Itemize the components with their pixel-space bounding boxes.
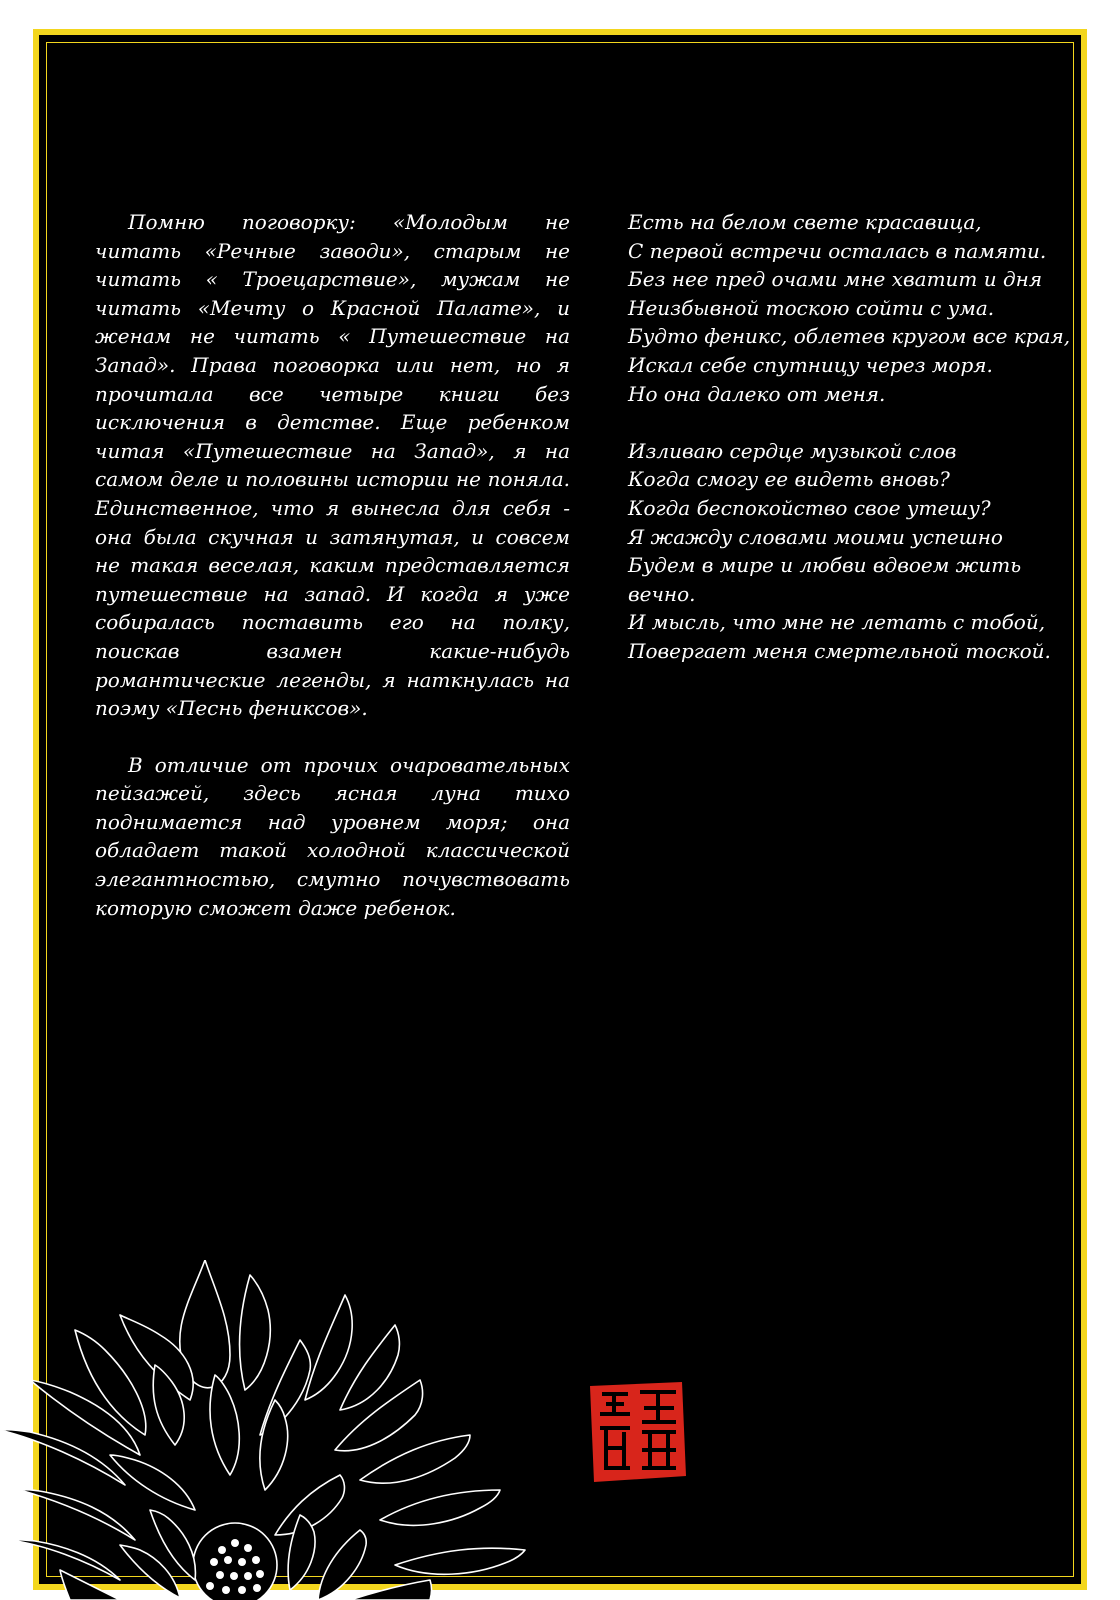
poem-line: Будем в мире и любви вдвоем жить bbox=[628, 553, 1022, 578]
poem-line: вечно. bbox=[628, 581, 696, 606]
prose-paragraph-2: В отличие от прочих очаровательных пейзажей, здесь ясная луна тихо поднимается над уровнем моря; она обладает такой холодной классической элегантностью, смутно почувствовать которую сможет даже ребенок. bbox=[95, 752, 570, 920]
peony-line-art-icon bbox=[0, 1260, 600, 1600]
poem-line: Когда смогу ее видеть вновь? bbox=[628, 467, 950, 492]
poem-line: И мысль, что мне не летать с тобой, bbox=[628, 610, 1046, 635]
poem-line: Без нее пред очами мне хватит и дня bbox=[628, 267, 1043, 292]
poem-stanza-1 bbox=[628, 208, 1078, 408]
prose-paragraph-1: Помню поговорку: «Молодым не читать «Речные заводи», старым не читать « Троецарствие», мужам не читать «Мечту о Красной Палате», и женам не читать « Путешествие на Запад». Права поговорка или нет, но я прочитала все четыре книги без исключения в детстве. Еще ребенком читая «Путешествие на Запад», я на самом деле и половины истории не поняла. Единственное, что я вынесла для себя - она была скучная и затянутая, и совсем не такая веселая, каким представляется путешествие на запад. И когда я уже собиралась поставить его на полку, поискав взамен какие-нибудь романтические легенды, я наткнулась на поэму «Песнь фениксов». bbox=[95, 210, 570, 721]
poem-stanza-2 bbox=[628, 437, 1078, 666]
poem-line: Но она далеко от меня. bbox=[628, 381, 886, 406]
poem-line: Когда беспокойство свое утешу? bbox=[628, 495, 991, 520]
prose-column bbox=[95, 208, 570, 922]
poem-column bbox=[628, 208, 1078, 666]
poem-line: Повергает меня смертельной тоской. bbox=[628, 638, 1051, 663]
poem-line: Есть на белом свете красавица, bbox=[628, 210, 982, 234]
poem-line: Искал себе спутницу через моря. bbox=[628, 352, 993, 377]
poem-line: Неизбывной тоскою сойти с ума. bbox=[628, 295, 995, 320]
red-seal-icon bbox=[584, 1378, 690, 1486]
poem-line: Я жажду словами моими успешно bbox=[628, 524, 1003, 549]
poem-line: С первой встречи осталась в памяти. bbox=[628, 238, 1047, 263]
poem-line: Будто феникс, облетев кругом все края, bbox=[628, 324, 1071, 349]
poem-line: Изливаю сердце музыкой слов bbox=[628, 438, 957, 463]
